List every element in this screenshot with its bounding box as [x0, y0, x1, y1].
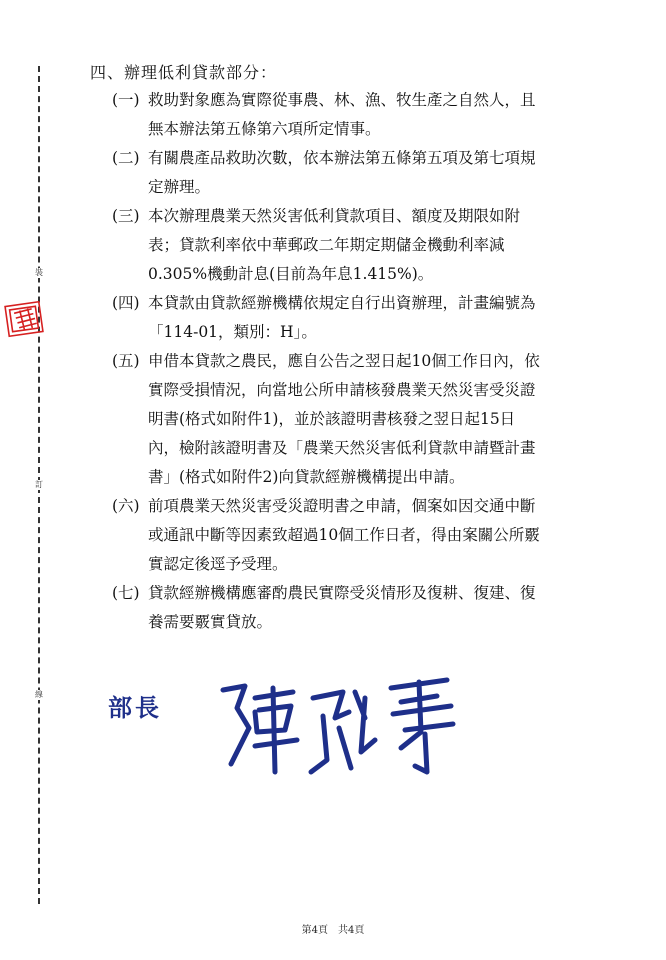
item-line: 本次辦理農業天然災害低利貸款項目、額度及期限如附: [148, 207, 521, 225]
binding-mark-middle: 訂: [35, 480, 43, 489]
list-item: [112, 579, 630, 637]
item-line: 實際受損情況，向當地公所申請核發農業天然災害受災證: [148, 381, 536, 399]
list-item: [112, 144, 630, 202]
item-line: 0.305%機動計息(目前為年息1.415%)。: [148, 265, 434, 283]
list-item: [112, 86, 630, 144]
section-heading: 四、辦理低利貸款部分：: [90, 63, 278, 82]
handwritten-signature: [215, 668, 465, 778]
page-number: 第4頁 共4頁: [301, 925, 365, 936]
loan-section: [90, 60, 630, 637]
item-line: 本貸款由貸款經辦機構依規定自行出資辦理，計畫編號為: [148, 294, 536, 312]
item-number: (七): [112, 584, 140, 602]
binding-mark-top: 裝: [35, 268, 43, 277]
list-item: [112, 289, 630, 347]
item-number: (三): [112, 207, 140, 225]
item-number: (五): [112, 352, 140, 370]
item-number: (一): [112, 91, 140, 109]
item-line: 養需要覈實貸放。: [148, 613, 273, 631]
item-line: 救助對象應為實際從事農、林、漁、牧生產之自然人，且: [148, 91, 536, 109]
item-line: 實認定後逕予受理。: [148, 555, 288, 573]
list-item: [112, 202, 630, 289]
seal-stamp: [3, 296, 49, 342]
list-item: [112, 347, 630, 492]
item-line: 申借本貸款之農民，應自公告之翌日起10個工作日內，依: [148, 352, 540, 370]
item-line: 明書(格式如附件1)，並於該證明書核發之翌日起15日: [148, 410, 516, 428]
item-number: (六): [112, 497, 140, 515]
item-line: 「114-01，類別：H」。: [148, 323, 317, 341]
item-line: 無本辦法第五條第六項所定情事。: [148, 120, 381, 138]
item-line: 定辦理。: [148, 178, 211, 196]
item-line: 表；貸款利率依中華郵政二年期定期儲金機動利率減: [148, 236, 505, 254]
item-line: 有關農產品救助次數，依本辦法第五條第五項及第七項規: [148, 149, 536, 167]
item-line: 貸款經辦機構應審酌農民實際受災情形及復耕、復建、復: [148, 584, 536, 602]
item-number: (四): [112, 294, 140, 312]
item-line: 前項農業天然災害受災證明書之申請，個案如因交通中斷: [148, 497, 536, 515]
item-line: 內，檢附該證明書及「農業天然災害低利貸款申請暨計畫: [148, 439, 536, 457]
item-line: 書」(格式如附件2)向貸款經辦機構提出申請。: [148, 468, 465, 486]
item-line: 或通訊中斷等因素致超過10個工作日者，得由案關公所覈: [148, 526, 540, 544]
list-item: [112, 492, 630, 579]
signature-title: 部長: [108, 693, 162, 722]
item-number: (二): [112, 149, 140, 167]
binding-mark-bottom: 線: [35, 690, 43, 699]
